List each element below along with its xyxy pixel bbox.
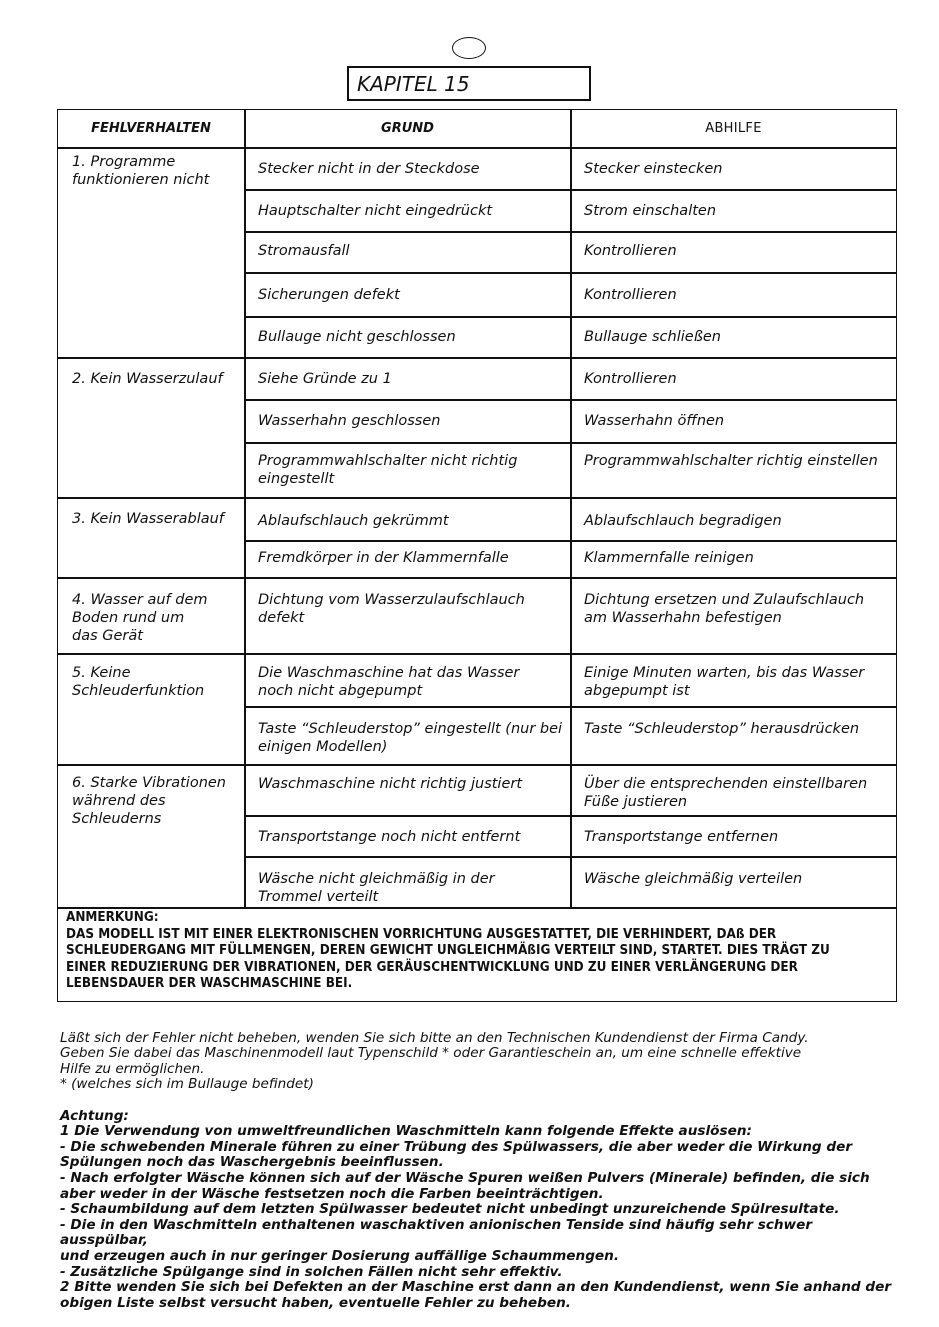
language-oval xyxy=(452,37,486,59)
remedy-cell: Klammernfalle reinigen xyxy=(584,550,754,566)
cause-cell: Dichtung vom Wasserzulaufschlauch defekt xyxy=(258,592,525,626)
fault-2: 2. Kein Wasserzulauf xyxy=(72,371,223,387)
fault-5: 5. Keine Schleuderfunktion xyxy=(72,665,205,699)
cause-cell: Siehe Gründe zu 1 xyxy=(258,371,392,387)
header-remedy: ABHILFE xyxy=(705,121,762,136)
remedy-cell: Taste “Schleuderstop” herausdrücken xyxy=(584,721,860,737)
header-cause: GRUND xyxy=(381,121,434,136)
column-divider xyxy=(244,110,246,907)
cause-cell: Waschmaschine nicht richtig justiert xyxy=(258,776,523,792)
cause-cell: Wäsche nicht gleichmäßig in der Trommel verteilt xyxy=(258,871,495,905)
remedy-cell: Kontrollieren xyxy=(584,371,677,387)
row-divider xyxy=(245,189,896,191)
remedy-cell: Über die entsprechenden einstellbaren Füße justieren xyxy=(584,776,868,810)
remedy-cell: Strom einschalten xyxy=(584,203,717,219)
group-divider xyxy=(58,357,896,359)
header-divider xyxy=(58,147,896,149)
cause-cell: Taste “Schleuderstop” eingestellt (nur bei einigen Modellen) xyxy=(258,721,563,755)
group-divider xyxy=(58,497,896,499)
row-divider xyxy=(245,815,896,817)
cause-cell: Bullauge nicht geschlossen xyxy=(258,329,456,345)
cause-cell: Transportstange noch nicht entfernt xyxy=(258,829,521,845)
remedy-cell: Programmwahlschalter richtig einstellen xyxy=(584,453,878,469)
warning-paragraph: Achtung: 1 Die Verwendung von umweltfreundlichen Waschmitteln kann folgende Effekte auslösen: - Die schwebenden Minerale führen zu einer Trübung des Spülwassers, die aber weder die Wirkung der Spülungen noch das Waschergebnis beeinflussen. - Nach erfolgter Wäsche können sich auf der Wäsche Spuren weißen Pulvers (Minerale) befinden, die sich aber weder in der Wäsche festsetzen noch die Farben beeinträchtigen. - Schaumbildung auf dem letzten Spülwasser bedeutet nicht unbedingt unzureichende Spülresultate. - Die in den Waschmitteln enthaltenen waschaktiven anionischen Tenside sind häufig sehr schwer ausspülbar, und erzeugen auch in nur geringer Dosierung auffällige Schaummengen. - Zusätzliche Spülgange sind in solchen Fällen nicht sehr effektiv. 2 Bitte wenden Sie sich bei Defekten an der Maschine erst dann an den Kundendienst, wenn Sie anhand der obigen Liste selbst versucht haben, eventuelle Fehler zu beheben. xyxy=(60,1107,892,1311)
cause-cell: Fremdkörper in der Klammernfalle xyxy=(258,550,509,566)
chapter-title: KAPITEL 15 xyxy=(347,66,591,101)
row-divider xyxy=(245,540,896,542)
fault-4: 4. Wasser auf dem Boden rund um das Gerät xyxy=(72,592,208,644)
row-divider xyxy=(245,856,896,858)
header-fault: FEHLVERHALTEN xyxy=(91,121,211,136)
remedy-cell: Kontrollieren xyxy=(584,287,677,303)
after-text-block xyxy=(60,1015,900,1327)
remedy-cell: Dichtung ersetzen und Zulaufschlauch am Wasserhahn befestigen xyxy=(584,592,865,626)
row-divider xyxy=(245,316,896,318)
remedy-cell: Kontrollieren xyxy=(584,243,677,259)
fault-6: 6. Starke Vibrationen während des Schleuderns xyxy=(72,775,226,827)
row-divider xyxy=(245,272,896,274)
troubleshooting-table xyxy=(57,109,897,1002)
cause-cell: Stromausfall xyxy=(258,243,350,259)
cause-cell: Sicherungen defekt xyxy=(258,287,400,303)
cause-cell: Stecker nicht in der Steckdose xyxy=(258,161,480,177)
cause-cell: Programmwahlschalter nicht richtig eingestellt xyxy=(258,453,518,487)
row-divider xyxy=(245,231,896,233)
group-divider xyxy=(58,653,896,655)
fault-3: 3. Kein Wasserablauf xyxy=(72,511,224,527)
group-divider xyxy=(58,577,896,579)
fault-1: 1. Programme funktionieren nicht xyxy=(72,154,210,188)
remedy-cell: Wäsche gleichmäßig verteilen xyxy=(584,871,803,887)
remedy-cell: Transportstange entfernen xyxy=(584,829,779,845)
note-box: ANMERKUNG: DAS MODELL IST MIT EINER ELEKTRONISCHEN VORRICHTUNG AUSGESTATTET, DIE VERHINDERT, DAß DER SCHLEUDERGANG MIT FÜLLMENGEN, DEREN GEWICHT UNGLEICHMÄßIG VERTEILT SIND, STARTET. DIES TRÄGT ZU EINER REDUZIERUNG DER VIBRATIONEN, DER GERÄUSCHENTWICKLUNG UND ZU EINER VERLÄNGERUNG DER LEBENSDAUER DER WASCHMASCHINE BEI. xyxy=(66,910,830,991)
row-divider xyxy=(245,442,896,444)
row-divider xyxy=(245,399,896,401)
note-divider xyxy=(58,907,896,909)
cause-cell: Wasserhahn geschlossen xyxy=(258,413,441,429)
column-divider xyxy=(570,110,572,907)
remedy-cell: Einige Minuten warten, bis das Wasser abgepumpt ist xyxy=(584,665,865,699)
remedy-cell: Bullauge schließen xyxy=(584,329,721,345)
support-paragraph: Läßt sich der Fehler nicht beheben, wenden Sie sich bitte an den Technischen Kundendienst der Firma Candy. Geben Sie dabei das Maschinenmodell laut Typenschild * oder Garantieschein an, um eine schnelle effektive Hilfe zu ermöglichen. * (welches sich im Bullauge befindet) xyxy=(60,1029,809,1093)
group-divider xyxy=(58,764,896,766)
cause-cell: Die Waschmaschine hat das Wasser noch nicht abgepumpt xyxy=(258,665,520,699)
remedy-cell: Stecker einstecken xyxy=(584,161,723,177)
row-divider xyxy=(245,706,896,708)
remedy-cell: Wasserhahn öffnen xyxy=(584,413,725,429)
cause-cell: Ablaufschlauch gekrümmt xyxy=(258,513,449,529)
cause-cell: Hauptschalter nicht eingedrückt xyxy=(258,203,493,219)
remedy-cell: Ablaufschlauch begradigen xyxy=(584,513,782,529)
